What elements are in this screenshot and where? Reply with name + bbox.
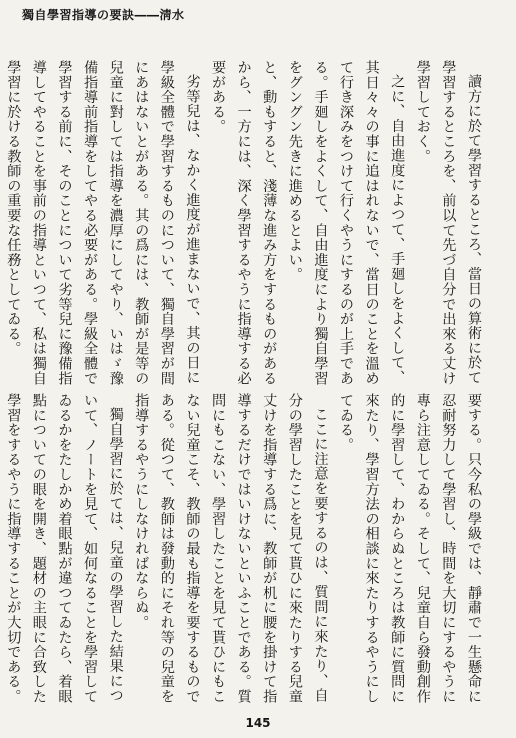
paragraph: ここに注意を要するのは、質問に來たり、自分の學習したことを見て貰ひに來たりする兒童丈けを指導する爲に、教師が机に腰を掛けて指導するだけではいけないといふことである。質問にもこない、學習したことを見て貰ひにもこない兒童こそ、教師の最も指導を要するものである。從つて、教師は發動的にそれ等の兒童を指導するやうにしなければならぬ。: [133, 393, 329, 704]
paragraph: 劣等兒は、なかく進度が進まないで、其の日に學級全體で學習するものについて、獨自學習が間にあはないとがある。其の爲には、教師が是等の兒童に對しては指導を濃厚にしてやり、いはゞ豫備指導前指導をしてやる必要がある。學級全體で學習する前に、そのことについて劣等兒に豫備指導してやることを事前の指導といつて、私は獨自學習に於ける教師の重要な任務としてゐる。: [5, 60, 201, 386]
upper-text-block: [5, 60, 486, 390]
lower-text-block: [5, 393, 486, 711]
paragraph: 之に、自由進度によつて、手廻しをよくして、其日々々の事に追はれないで、當日のことを溫めて行き深みをつけて行くやうにするのが上手である。手廻しをよくして、自由進度により獨自學習をグングン先きに進めるとよい。: [286, 60, 406, 386]
paragraph: 要する。只今私の學級では、靜肅で一生懸命に忍耐努力して學習し、時間を大切にするやうに專ら注意してゐる。そして、兒童自ら發動創作的に學習して、わからぬところは教師に質問に來たり、學習方法の相談に來たりするやうにしてゐる。: [338, 393, 482, 704]
paragraph: と、動もすると、淺薄な進み方をするものがあるから、一方には、深く學習するやうに指導する必要がある。: [210, 60, 278, 386]
page-number: 145: [245, 716, 271, 730]
running-title: 獨自學習指導の要訣――淸水: [22, 8, 185, 22]
paragraph: 讀方に於て學習するところ、當日の算術に於て學習するところを、前以て先づ自分で出來る丈け學習しておく。: [414, 60, 482, 386]
paragraph: 獨自學習に於ては、兒童の學習した結果について、ノートを見て、如何なることを學習してゐるかをたしかめ着眼點が違つてゐたら、着眼點についての眼を開き、題材の主眼に合致した學習をするやうに指導することが大切である。: [5, 393, 124, 704]
